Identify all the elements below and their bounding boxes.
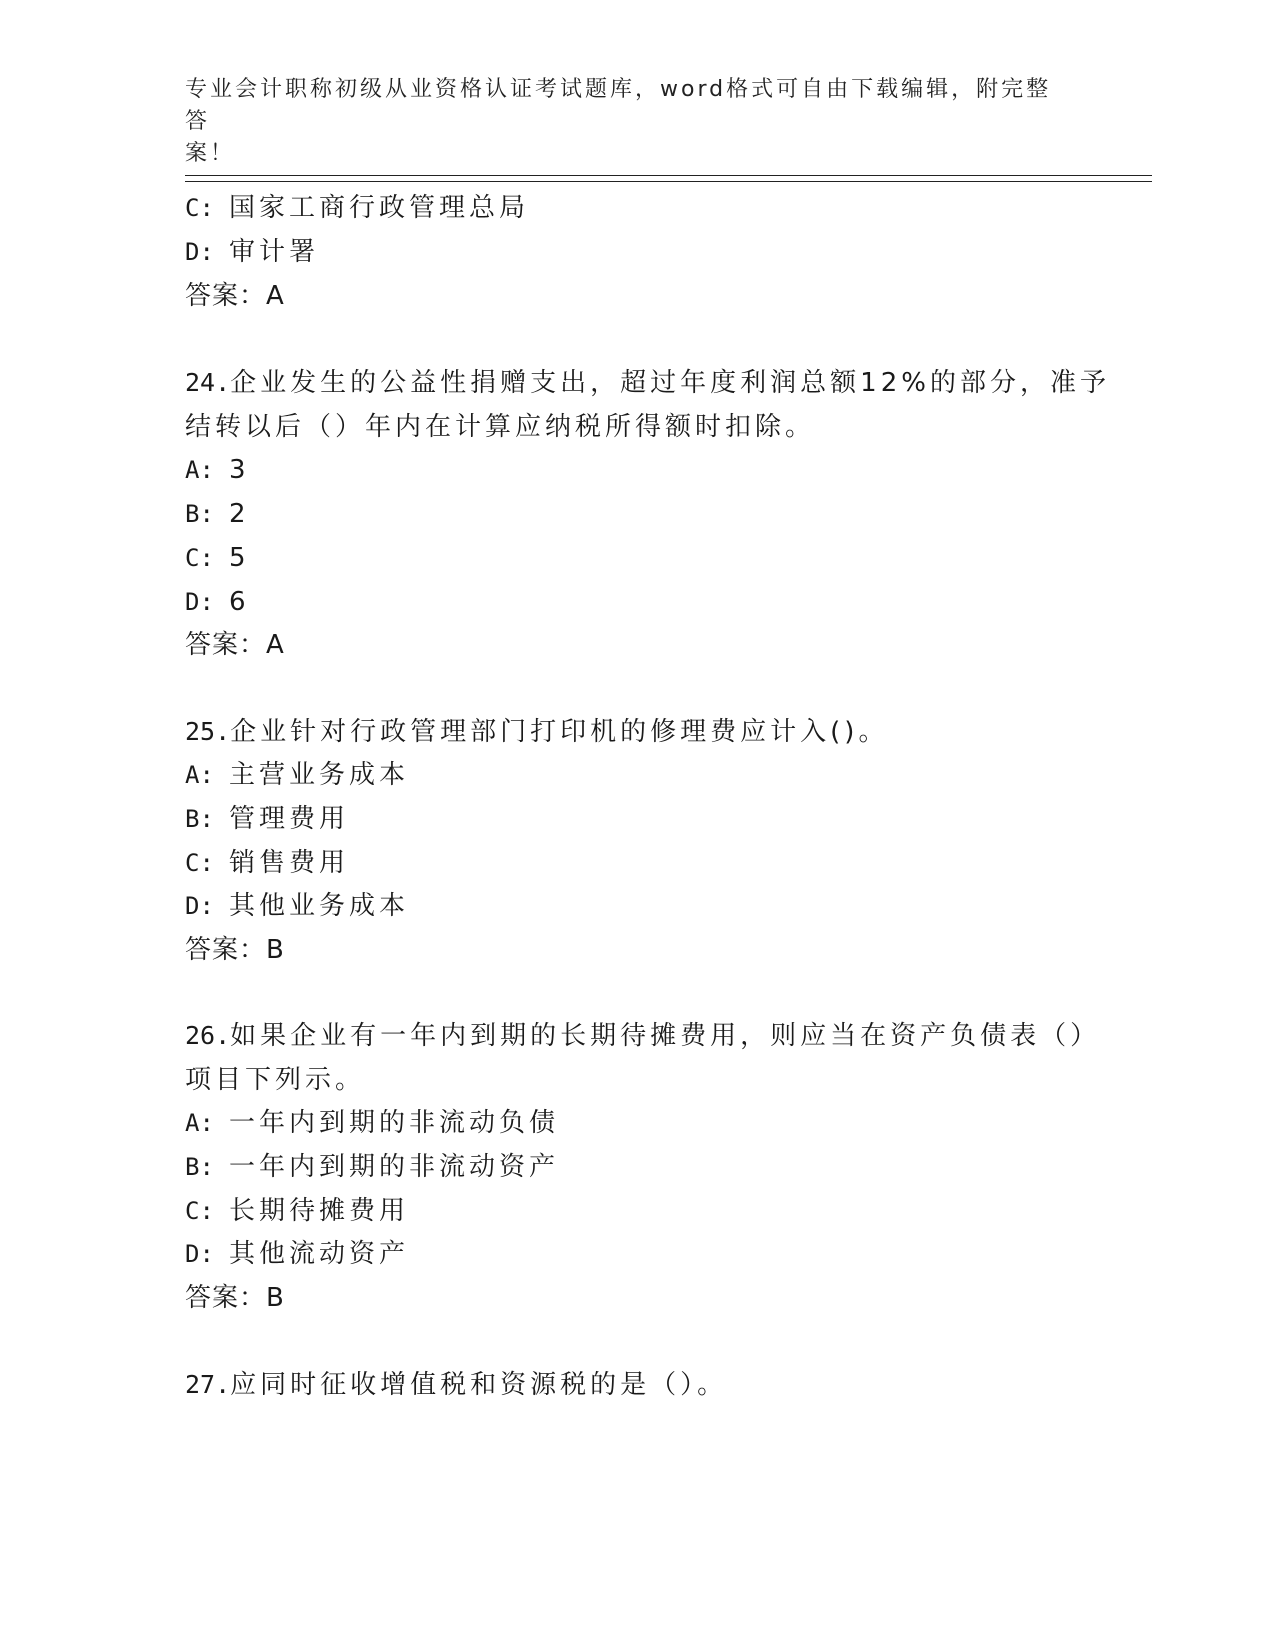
q26-stem-line-1 — [185, 1019, 1100, 1053]
q24-option-b — [185, 497, 250, 531]
option-letter: A: — [185, 1109, 214, 1137]
option-letter: D: — [185, 238, 214, 266]
option-letter: C: — [185, 194, 214, 222]
q25-option-b — [185, 802, 349, 836]
option-text: 3 — [229, 455, 250, 485]
header-divider-bottom — [185, 181, 1152, 182]
option-text: 长期待摊费用 — [229, 1196, 410, 1226]
option-letter: B: — [185, 1153, 214, 1181]
question-number: 26. — [185, 1021, 231, 1050]
option-letter: C: — [185, 544, 214, 572]
q25-option-d — [185, 889, 409, 923]
q24-stem-line-1 — [185, 366, 1110, 400]
header-divider-top — [185, 175, 1152, 176]
option-letter: B: — [185, 805, 214, 833]
q24-option-a — [185, 453, 250, 487]
q26-option-d — [185, 1237, 409, 1271]
q25-stem-line-1 — [185, 715, 888, 749]
q25-answer: 答案：B — [185, 935, 285, 965]
q26-stem-line-2: 项目下列示。 — [185, 1065, 366, 1095]
option-text: 其他业务成本 — [229, 891, 410, 921]
q27-stem-line-1 — [185, 1368, 727, 1402]
option-text: 销售费用 — [229, 848, 350, 878]
question-text: 企业针对行政管理部门打印机的修理费应计入()。 — [230, 717, 889, 747]
question-number: 27. — [185, 1370, 231, 1399]
q23-answer: 答案：A — [185, 281, 285, 311]
question-text: 如果企业有一年内到期的长期待摊费用，则应当在资产负债表（） — [230, 1021, 1101, 1051]
option-text: 一年内到期的非流动负债 — [229, 1108, 560, 1138]
option-text: 其他流动资产 — [229, 1239, 410, 1269]
option-letter: D: — [185, 1240, 214, 1268]
option-letter: A: — [185, 761, 214, 789]
page-header — [185, 74, 1065, 170]
q24-stem-line-2: 结转以后（）年内在计算应纳税所得额时扣除。 — [185, 412, 816, 442]
header-line-1: 专业会计职称初级从业资格认证考试题库，word格式可自由下载编辑，附完整答 — [185, 77, 1052, 134]
q26-option-b — [185, 1150, 559, 1184]
option-text: 2 — [229, 499, 250, 529]
option-text: 一年内到期的非流动资产 — [229, 1152, 560, 1182]
option-letter: C: — [185, 1197, 214, 1225]
option-letter: A: — [185, 456, 214, 484]
q24-answer: 答案：A — [185, 630, 285, 660]
q23-option-c — [185, 191, 529, 225]
q26-answer: 答案：B — [185, 1283, 285, 1313]
option-text: 国家工商行政管理总局 — [229, 193, 530, 223]
option-text: 5 — [229, 543, 250, 573]
question-number: 24. — [185, 368, 231, 397]
option-text: 主营业务成本 — [229, 760, 410, 790]
option-text: 6 — [229, 587, 250, 617]
option-text: 管理费用 — [229, 804, 350, 834]
q26-option-a — [185, 1106, 559, 1140]
q24-option-c — [185, 541, 250, 575]
question-number: 25. — [185, 717, 231, 746]
option-letter: B: — [185, 500, 214, 528]
option-letter: C: — [185, 849, 214, 877]
question-text: 应同时征收增值税和资源税的是（）。 — [230, 1370, 728, 1400]
option-text: 审计署 — [229, 237, 320, 267]
q24-option-d — [185, 585, 250, 619]
q23-option-d — [185, 235, 319, 269]
q25-option-c — [185, 846, 349, 880]
question-text: 企业发生的公益性捐赠支出，超过年度利润总额12%的部分，准予 — [230, 368, 1110, 398]
header-line-2: 案！ — [185, 141, 236, 166]
option-letter: D: — [185, 588, 214, 616]
q25-option-a — [185, 758, 409, 792]
q26-option-c — [185, 1194, 409, 1228]
option-letter: D: — [185, 892, 214, 920]
